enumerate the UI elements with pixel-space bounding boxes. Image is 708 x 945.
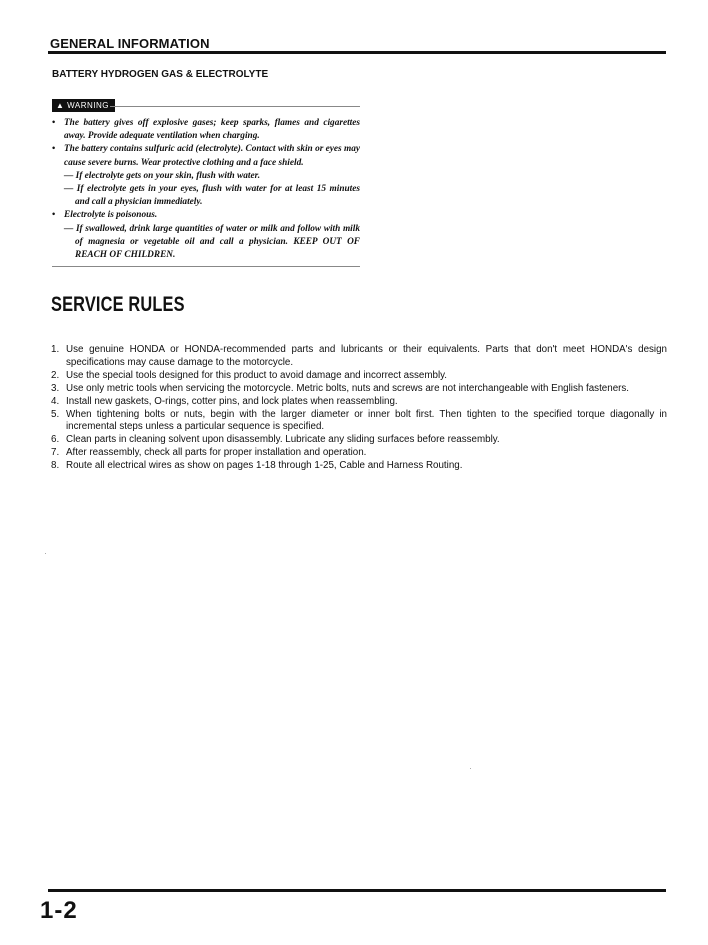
header-rule [48, 51, 666, 54]
rule-text: Clean parts in cleaning solvent upon disassembly. Lubricate any sliding surfaces before reassembly. [66, 434, 500, 446]
service-rules-list [51, 344, 667, 473]
bullet: • [52, 210, 56, 221]
rule-number: 6. [51, 434, 60, 446]
page-number: 1-2 [40, 897, 78, 924]
rule-text: When tightening bolts or nuts, begin with the larger diameter or inner bolt first. Then tighten to the specified torque diagonally in incremental steps unless a particular sequence is specified. [66, 408, 667, 433]
rule-item [51, 460, 667, 473]
warning-item [52, 143, 360, 209]
rule-text: Use only metric tools when servicing the motorcycle. Metric bolts, nuts and screws are not interchangeable with English fasteners. [66, 382, 630, 394]
rule-number: 5. [51, 408, 60, 420]
battery-heading: BATTERY HYDROGEN GAS & ELECTROLYTE [52, 69, 269, 80]
warning-top-rule [110, 106, 360, 107]
rule-text: Use genuine HONDA or HONDA-recommended parts and lubricants or their equivalents. Parts that don't meet HONDA's design specifications may cause damage to the motorcycle. [66, 344, 667, 368]
rule-item [51, 344, 667, 370]
warning-item [52, 117, 360, 143]
scan-speck [470, 768, 471, 769]
rule-number: 4. [51, 395, 60, 407]
warning-list [52, 117, 360, 262]
service-rules-title: SERVICE RULES [51, 293, 185, 316]
warning-badge [52, 99, 115, 112]
rule-item [51, 370, 667, 383]
rule-number: 8. [51, 460, 60, 472]
warning-subitem: — If electrolyte gets in your eyes, flush with water for at least 15 minutes and call a physician immediately. [64, 184, 360, 208]
warning-item [52, 209, 360, 262]
section-header: GENERAL INFORMATION [50, 36, 210, 51]
warning-subitem: — If swallowed, drink large quantities of water or milk and follow with milk of magnesia or vegetable oil and call a physician. KEEP OUT OF REACH OF CHILDREN. [64, 223, 360, 261]
rule-item [51, 434, 667, 447]
warning-label: WARNING [67, 101, 110, 110]
rule-item [51, 396, 667, 409]
bullet: • [52, 118, 56, 128]
warning-box [52, 95, 360, 267]
warning-subitem: — If electrolyte gets on your skin, flush with water. [64, 170, 261, 181]
scan-speck [45, 553, 46, 554]
warning-item-text: The battery contains sulfuric acid (electrolyte). Contact with skin or eyes may cause severe burns. Wear protective clothing and a face shield. [64, 144, 360, 168]
warning-bottom-rule [52, 266, 360, 267]
rule-number: 1. [51, 344, 60, 355]
warning-item-text: Electrolyte is poisonous. [64, 210, 158, 221]
bullet: • [52, 144, 56, 155]
warning-triangle-icon: ▲ [56, 101, 65, 110]
rule-text: After reassembly, check all parts for proper installation and operation. [66, 447, 367, 459]
footer-rule [48, 889, 666, 892]
rule-text: Route all electrical wires as show on pages 1-18 through 1-25, Cable and Harness Routing. [66, 460, 463, 472]
rule-text: Install new gaskets, O-rings, cotter pins, and lock plates when reassembling. [66, 395, 398, 407]
rule-item [51, 447, 667, 460]
rule-number: 3. [51, 382, 60, 394]
rule-text: Use the special tools designed for this product to avoid damage and incorrect assembly. [66, 369, 448, 381]
warning-item-text: The battery gives off explosive gases; keep sparks, flames and cigarettes away. Provide adequate ventilation when charging. [64, 118, 360, 142]
rule-number: 7. [51, 447, 60, 459]
rule-item [51, 383, 667, 396]
rule-number: 2. [51, 369, 60, 381]
rule-item [51, 409, 667, 435]
